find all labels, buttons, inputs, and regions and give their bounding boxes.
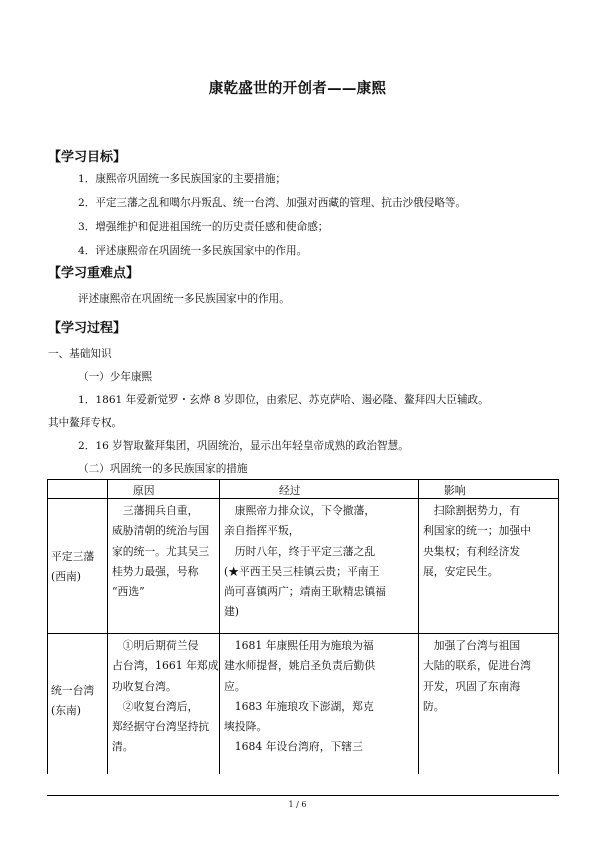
cell-line: 塽投降。 (224, 720, 268, 734)
cell-line: 加强了台湾与祖国 (423, 639, 521, 652)
cell-line: 三藩拥兵自重， (112, 504, 199, 517)
cell-line: 康熙帝力排众议，下令撤藩， (224, 504, 376, 517)
table-rule (47, 498, 559, 499)
cell-line: 开发，巩固了东南海 (423, 679, 521, 693)
goal-item: 2．平定三藩之乱和噶尔丹叛乱、统一台湾、加强对西藏的管理、抗击沙俄侵略等。 (78, 197, 467, 209)
basic-knowledge-label: 一、基础知识 (48, 348, 112, 360)
cell-line: 利国家的统一；加强中 (423, 524, 531, 538)
goals-heading: 【学习目标】 (48, 150, 127, 165)
cell-line: 威胁清朝的统治与国 (112, 524, 210, 538)
footer-rule (47, 795, 559, 796)
row-label-line: 统一台湾 (51, 684, 95, 697)
cell-line: 防。 (423, 699, 445, 713)
cell-line: ①明后期荷兰侵 (112, 639, 199, 652)
cell-line: 1684 年设台湾府，下辖三 (224, 740, 363, 754)
cell-line: 历时八年，终于平定三藩之乱 (224, 544, 376, 558)
cell-line: 桂势力最强，号称 (112, 564, 199, 578)
cell-line: “西选” (112, 585, 145, 599)
key-points-heading: 【学习重难点】 (48, 266, 140, 281)
goal-item: 1．康熙帝巩固统一多民族国家的主要措施； (78, 173, 287, 185)
cell-line: 建水师提督，姚启圣负责后勤供 (224, 659, 376, 673)
table-cell-effect (423, 636, 531, 717)
table-header-process: 经过 (279, 484, 301, 497)
cell-line: 央集权；有利经济发 (423, 544, 521, 558)
cell-line: 清。 (112, 740, 134, 754)
table-rule (47, 479, 559, 480)
row-label-line: (东南) (51, 704, 82, 718)
row-label-line: (西南) (51, 570, 82, 584)
subsection-young-kangxi: （一）少年康熙 (78, 371, 153, 383)
table-rule (219, 479, 220, 774)
goal-item: 3．增强维护和促进祖国统一的历史责任感和使命感； (78, 221, 329, 233)
table-rule (47, 633, 559, 634)
cell-line: 建) (224, 605, 240, 619)
cell-line: 1683 年施琅攻下澎湖，郑克 (224, 699, 374, 713)
cell-line: 大陆的联系，促进台湾 (423, 659, 531, 673)
cell-line: 占台湾，1661 年郑成 (112, 659, 219, 673)
cell-line: 家的统一。尤其吴三 (112, 544, 210, 558)
row-label-line: 平定三藩 (51, 550, 95, 563)
cell-line: 郑经据守台湾坚持抗 (112, 720, 210, 734)
cell-line: 扫除割据势力，有 (423, 504, 521, 517)
cell-line: 功收复台湾。 (112, 679, 177, 693)
cell-line: 亲自指挥平叛， (224, 524, 300, 538)
paragraph-1-continued: 其中鳌拜专权。 (48, 417, 123, 429)
table-cell-process (224, 636, 375, 758)
table-cell-cause (112, 501, 209, 602)
table-row-label (51, 681, 94, 722)
table-cell-process (224, 501, 386, 623)
table-cell-cause (112, 636, 219, 758)
page-title: 康乾盛世的开创者——康熙 (208, 81, 387, 97)
cell-line: (★平西王吴三桂镇云贵；平南王 (224, 564, 380, 578)
table-rule (47, 479, 48, 774)
table-cell-effect (423, 501, 531, 582)
table-rule (558, 479, 559, 774)
table-rule (107, 479, 108, 774)
cell-line: 应。 (224, 679, 246, 693)
page-number: 1 / 6 (288, 800, 307, 809)
table-row-label (51, 547, 94, 588)
key-points-text: 评述康熙帝在巩固统一多民族国家中的作用。 (78, 293, 290, 305)
table-rule (418, 479, 419, 774)
table-header-cause: 原因 (133, 484, 155, 497)
process-heading: 【学习过程】 (48, 321, 127, 336)
subsection-measures: （二）巩固统一的多民族国家的措施 (78, 463, 248, 475)
cell-line: 展，安定民生。 (423, 564, 499, 578)
paragraph-1: 1．1861 年爱新觉罗・玄烨 8 岁即位，由索尼、苏克萨哈、遏必隆、鳌拜四大臣辅政。 (78, 394, 489, 406)
table-header-effect: 影响 (444, 484, 466, 497)
cell-line: ②收复台湾后， (112, 699, 199, 713)
cell-line: 1681 年康熙任用为施琅为福 (224, 639, 374, 652)
measures-table (47, 479, 559, 774)
paragraph-2: 2．16 岁智取鳌拜集团，巩固统治，显示出年轻皇帝成熟的政治智慧。 (78, 440, 409, 452)
goal-item: 4．评述康熙帝在巩固统一多民族国家中的作用。 (78, 245, 308, 257)
cell-line: 尚可喜镇两广；靖南王耿精忠镇福 (224, 585, 386, 599)
